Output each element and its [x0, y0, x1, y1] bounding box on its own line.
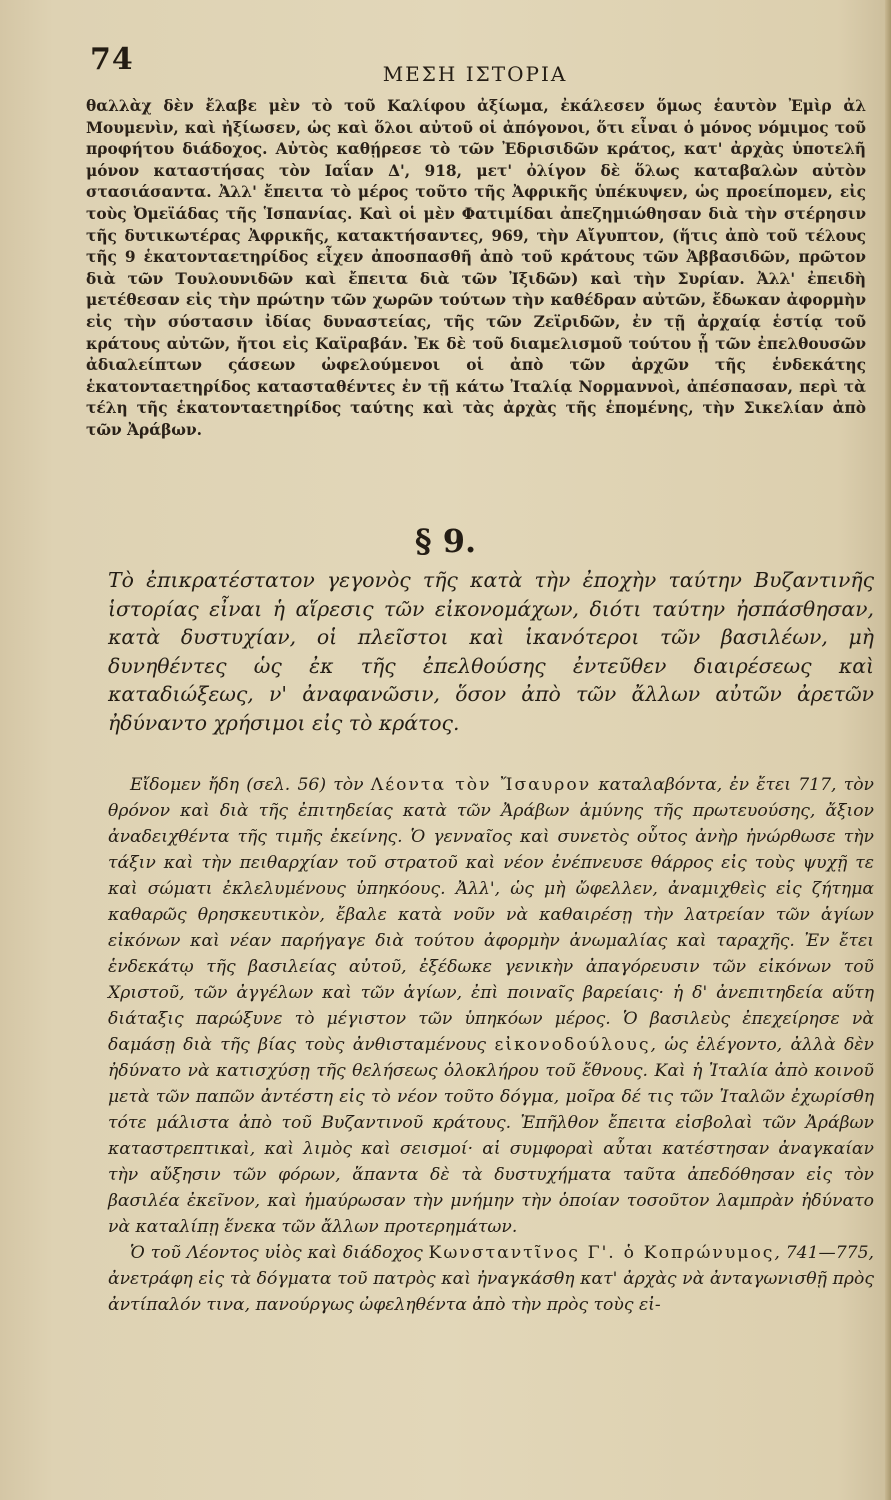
page-number: 74: [90, 42, 134, 77]
lead-paragraph: Τὸ ἐπικρατέστατον γεγονὸς τῆς κατὰ τὴν ἐποχὴν ταύτην Βυζαντινῆς ἱστορίας εἶναι ἡ αἵρεσις τῶν εἰκονομάχων, διότι ταύτην ἠσπάσθησαν, κατὰ δυστυχίαν, οἱ πλεῖστοι καὶ ἱκανότεροι τῶν βασιλέων, μὴ δυνηθέντες ὡς ἐκ τῆς ἐπελθούσης ἐντεῦθεν διαιρέσεως καὶ καταδιώξεως, ν' ἀναφανῶσιν, ὅσον ἀπὸ τῶν ἄλλων αὐτῶν ἀρετῶν ἠδύναντο χρήσιμοι εἰς τὸ κράτος.: [108, 568, 874, 735]
small-print-paragraph: θαλλὰχ δὲν ἔλαβε μὲν τὸ τοῦ Καλίφου ἀξίωμα, ἐκάλεσεν ὅμως ἑαυτὸν Ἐμὶρ ἀλ Μουμενὶν, καὶ ἠξίωσεν, ὡς καὶ ὅλοι αὐτοῦ οἱ ἀπόγονοι, ὅτι εἶναι ὁ μόνος νόμιμος τοῦ προφήτου διάδοχος. Αὐτὸς καθῄρεσε τὸ τῶν Ἐδρισιδῶν κράτος, κατ' ἀρχὰς ὑποτελῆ μόνον καταστήσας τὸν Ιαΐαν Δ', 918, μετ' ὀλίγον δὲ ὅλως καταβαλὼν αὐτὸν στασιάσαντα. Ἀλλ' ἔπειτα τὸ μέρος τοῦτο τῆς Ἀφρικῆς ὑπέκυψεν, ὡς προείπομεν, εἰς τοὺς Ὀμεϊάδας τῆς Ἱσπανίας. Καὶ οἱ μὲν Φατιμίδαι ἀπεζημιώθησαν διὰ τὴν στέρησιν τῆς δυτικωτέρας Ἀφρικῆς, κατακτήσαντες, 969, τὴν Αἴγυπτον, (ἥτις ἀπὸ τοῦ τέλους τῆς 9 ἑκατονταετηρίδος εἶχεν ἀποσπασθῆ ἀπὸ τοῦ κράτους τῶν Ἀββασιδῶν, πρῶτον διὰ τῶν Τουλουνιδῶν καὶ ἔπειτα διὰ τῶν Ἰξιδῶν) καὶ τὴν Συρίαν. Ἀλλ' ἐπειδὴ μετέθεσαν εἰς τὴν πρώτην τῶν χωρῶν τούτων τὴν καθέδραν αὐτῶν, ἔδωκαν ἀφορμὴν εἰς τὴν σύστασιν ἰδίας δυναστείας, τῆς τῶν Ζεϊριδῶν, ἐν τῇ ἀρχαίᾳ ἑστίᾳ τοῦ κράτους αὐτῶν, ἤτοι εἰς Καϊραβάν. Ἐκ δὲ τοῦ διαμελισμοῦ τούτου ᾗ τῶν ἐπελθουσῶν ἀδιαλείπτων ςάσεων ὠφελούμενοι οἱ ἀπὸ τῶν ἀρχῶν τῆς ἑνδεκάτης ἑκατονταετηρίδος κατασταθέντες ἐν τῇ κάτω Ἰταλίᾳ Νορμαννοὶ, ἀπέσπασαν, περὶ τὰ τέλη τῆς ἑκατονταετηρίδος ταύτης καὶ τὰς ἀρχὰς τῆς ἑπομένης, τὴν Σικελίαν ἀπὸ τῶν Ἀράβων.: [86, 97, 866, 439]
running-title: ΜΕΣΗ ΙΣΤΟΡΙΑ: [382, 62, 568, 86]
emphasized-term: εἰκονοδούλους: [494, 1035, 651, 1055]
section-heading: § 9.: [414, 522, 477, 560]
body-text: [108, 772, 874, 1318]
body-paragraph-2: Ὁ τοῦ Λέοντος υἱὸς καὶ διάδοχος Κωνσταντῖνος Γ'. ὁ Κοπρώνυμος, 741—775, ἀνετράφη εἰς τὰ δόγματα τοῦ πατρὸς καὶ ἠναγκάσθη κατ' ἀρχὰς νὰ ἀνταγωνισθῇ πρὸς ἀντίπαλόν τινα, πανούργως ὠφεληθέντα ἀπὸ τὴν πρὸς τοὺς εἰ-: [108, 1243, 874, 1315]
body-paragraph-1: Εἴδομεν ἤδη (σελ. 56) τὸν Λέοντα τὸν Ἴσαυρον καταλαβόντα, ἐν ἔτει 717, τὸν θρόνον καὶ διὰ τῆς ἐπιτηδείας κατὰ τῶν Ἀράβων ἀμύνης τῆς πρωτευούσης, ἄξιον ἀναδειχθέντα τῆς τιμῆς ἐκείνης. Ὁ γενναῖος καὶ συνετὸς οὗτος ἀνὴρ ἠνώρθωσε τὴν τάξιν καὶ τὴν πειθαρχίαν τοῦ στρατοῦ καὶ νέον ἐνέπνευσε θάρρος εἰς τοὺς ψυχῇ τε καὶ σώματι ἐκλελυμένους ὑπηκόους. Ἀλλ', ὡς μὴ ὤφελλεν, ἀναμιχθεὶς εἰς ζήτημα καθαρῶς θρησκευτικὸν, ἔβαλε κατὰ νοῦν νὰ καθαιρέσῃ τὴν λατρείαν τῶν ἁγίων εἰκόνων καὶ νέαν παρήγαγε διὰ τούτου ἀφορμὴν ἀνωμαλίας καὶ ταραχῆς. Ἐν ἔτει ἑνδεκάτῳ τῆς βασιλείας αὐτοῦ, ἐξέδωκε γενικὴν ἀπαγόρευσιν τῶν εἰκόνων τοῦ Χριστοῦ, τῶν ἀγγέλων καὶ τῶν ἁγίων, ἐπὶ ποιναῖς βαρείαις· ἡ δ' ἀνεπιτηδεία αὕτη διάταξις παρώξυνε τὸ μέγιστον τῶν ὑπηκόων μέρος. Ὁ βασιλεὺς ἐπεχείρησε νὰ δαμάσῃ διὰ τῆς βίας τοὺς ἀνθισταμένους εἰκονοδούλους, ὡς ἐλέγοντο, ἀλλὰ δὲν ἠδύνατο νὰ κατισχύσῃ τῆς θελήσεως ὁλοκλήρου τοῦ ἔθνους. Καὶ ἡ Ἰταλία ἀπὸ κοινοῦ μετὰ τῶν παπῶν ἀντέστη εἰς τὸ νέον τοῦτο δόγμα, μοῖρα δέ τις τῶν Ἰταλῶν ἐχωρίσθη τότε μάλιστα ἀπὸ τοῦ Βυζαντινοῦ κράτους. Ἐπῆλθον ἔπειτα εἰσβολαὶ τῶν Ἀράβων καταστρεπτικαὶ, καὶ λιμὸς καὶ σεισμοί· αἱ συμφοραὶ αὗται κατέστησαν ἀναγκαίαν τὴν αὔξησιν τῶν φόρων, ἅπαντα δὲ τὰ δυστυχήματα ταῦτα ἀπεδόθησαν εἰς τὸν βασιλέα ἐκεῖνον, καὶ ἠμαύρωσαν τὴν μνήμην τὴν ὁποίαν τοσοῦτον λαμπρὰν ἠδύνατο νὰ καταλίπῃ ἕνεκα τῶν ἄλλων προτερημάτων.: [108, 775, 875, 1237]
page-header: [90, 42, 860, 92]
emphasized-name: Λέοντα τὸν Ἴσαυρον: [370, 775, 592, 795]
emphasized-name: Κωνσταντῖνος Γ'. ὁ Κοπρώνυμος: [428, 1243, 775, 1263]
page-edge: [885, 0, 891, 1500]
